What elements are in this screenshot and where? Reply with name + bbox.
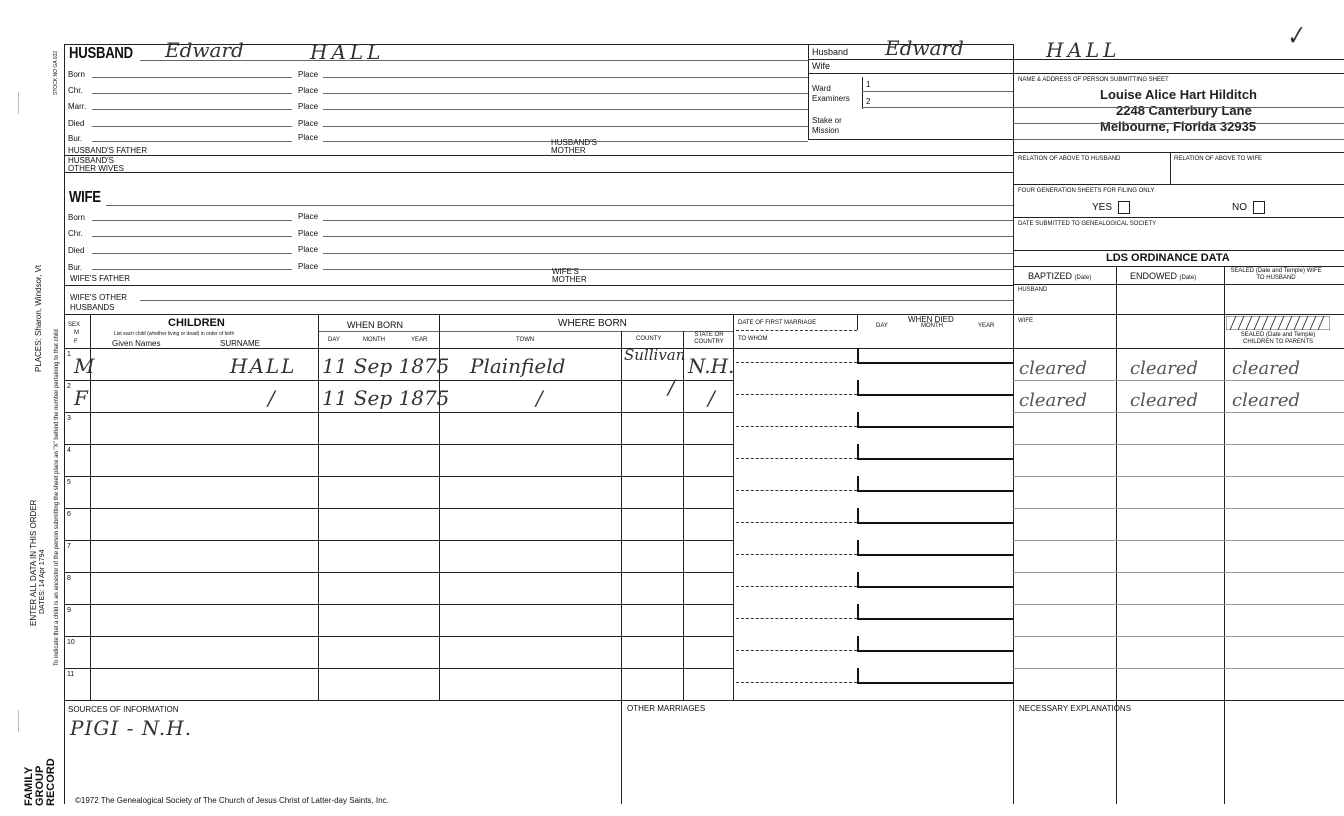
stake-label: Stake or [812,116,842,125]
died-bracket [857,348,1013,364]
marriage-dash-line [736,682,857,683]
born-month-label: MONTH [363,337,385,343]
line [92,269,292,270]
line [92,126,292,127]
copyright: ©1972 The Genealogical Society of The Church of Jesus Christ of Latter-day Saints, Inc. [75,796,389,805]
marriage-dash-line [736,522,857,523]
sources-value: PIGI - N.H. [70,716,193,740]
line [808,139,1013,140]
col-divider [621,331,622,700]
enter-all-note: ENTER ALL DATA IN THIS ORDER [29,499,38,626]
husband-given-name: Edward [165,38,244,62]
marriage-dash-line [736,426,857,427]
row-line [64,444,733,445]
line [323,269,1013,270]
wifes-other-husbands-label: WIFE'S OTHER HUSBANDS [70,293,128,312]
line [323,253,1013,254]
child-baptized: cleared [1019,358,1088,379]
line [862,107,1013,108]
row-line [64,412,733,413]
fgr-line-2: GROUP [34,765,46,806]
marriage-dash-line [736,554,857,555]
line [808,73,1344,74]
line [323,126,808,127]
husband-label: HUSBAND [69,45,133,62]
lds-row-line [1013,444,1344,445]
sex-label: SEX [68,322,81,328]
line [1013,139,1344,140]
died-bracket [857,380,1013,396]
husband-chr-label: Chr. [68,86,83,95]
child-endowed: cleared [1130,358,1199,379]
indicate-note: To indicate that a child is an ancestor of the person submitting the sheet place an "X" behind the number pertaining to that child [54,329,60,666]
child-endowed: cleared [1130,390,1199,411]
child-number: 3 [67,415,71,422]
child-number: 11 [67,671,75,678]
wife-chr-label: Chr. [68,229,83,238]
col-divider [318,314,319,700]
endowed-date-label: (Date) [1179,275,1197,281]
line [1013,123,1344,124]
husband-chr-place-label: Place [298,86,319,95]
wifes-father-label: WIFE'S FATHER [70,274,131,283]
child-sex: M [74,354,95,378]
child-state: / [708,386,715,410]
lds-row-line [1013,412,1344,413]
line [140,300,1013,301]
child-born-date: 11 Sep 1875 [322,386,450,410]
child-number: 10 [67,639,75,646]
submitter-label: NAME & ADDRESS OF PERSON SUBMITTING SHEET [1018,77,1169,83]
baptized-date-label: (Date) [1074,275,1092,281]
died-month-label: MONTH [921,323,943,329]
submitter-name: Louise Alice Hart Hilditch [1100,87,1257,102]
husband-bur-label: Bur. [68,134,83,143]
line [1013,314,1344,315]
wife-chr-place-label: Place [298,229,319,238]
died-bracket [857,412,1013,428]
husbands-other-wives-label: HUSBAND'S OTHER WIVES [68,156,125,173]
to-whom-label: TO WHOM [738,336,768,342]
wife-label: WIFE [69,189,101,206]
lds-row-line [1013,540,1344,541]
wife-bur-label: Bur. [68,263,83,272]
hole-punch-mark [18,710,21,732]
necessary-explanations-label: NECESSARY EXPLANATIONS [1019,704,1132,713]
state-label: STATE OR COUNTRY [694,332,724,345]
sex-m-label: M [74,330,79,336]
line [92,77,292,78]
died-bracket [857,604,1013,620]
when-died-label: WHEN DIED [908,315,954,324]
wife-died-place-label: Place [298,245,319,254]
county-label: COUNTY [636,336,662,342]
wife-bur-place-label: Place [298,262,319,271]
died-bracket [857,508,1013,524]
marriage-dash-line [736,490,857,491]
child-number: 6 [67,511,71,518]
line [92,93,292,94]
husband-marr-place-label: Place [298,102,319,111]
child-surname: HALL [230,354,297,378]
husband-name-line [140,60,808,61]
child-sex: F [74,386,88,410]
marriage-dash-line [736,362,857,363]
family-group-record-title [24,758,57,806]
children-title: CHILDREN [168,317,225,329]
row-line [64,540,733,541]
line [736,330,857,331]
line [808,59,1344,60]
four-gen-label: FOUR GENERATION SHEETS FOR FILING ONLY [1018,188,1155,194]
check-mark: ✓ [1281,19,1309,53]
when-born-label: WHEN BORN [347,320,403,330]
line [1170,152,1171,184]
yes-label: YES [1092,202,1113,213]
husbands-father-label: HUSBAND'S FATHER [68,146,148,155]
row-line [64,636,733,637]
child-state: N.H. [688,354,735,378]
row-line [64,604,733,605]
born-day-label: DAY [328,337,340,343]
line [64,285,1013,286]
town-label: TOWN [516,337,535,343]
places-note: PLACES: Sharon, Windsor, Vt [34,264,43,372]
line [1013,250,1344,251]
husband-bur-place-label: Place [298,133,319,142]
line [92,109,292,110]
husband-born-place-label: Place [298,70,319,79]
right-section-border [1013,44,1014,804]
examiners-label: Examiners [812,94,850,103]
sources-label: SOURCES OF INFORMATION [68,705,179,714]
husband-marr-label: Marr. [68,102,87,111]
child-number: 4 [67,447,71,454]
tr-wife-label: Wife [812,61,830,71]
lds-row-line [1013,380,1344,381]
lds-row-line [1013,508,1344,509]
submitter-street: 2248 Canterbury Lane [1116,103,1252,118]
submitter-city: Melbourne, Florida 32935 [1100,119,1257,134]
child-county: / [668,375,675,399]
husband-died-label: Died [68,119,85,128]
line [92,236,292,237]
marriage-dash-line [736,586,857,587]
baptized-label [1028,272,1091,283]
born-year-label: YEAR [411,337,428,343]
hole-punch-mark [18,92,21,114]
line [323,77,808,78]
where-born-label: WHERE BORN [558,318,627,329]
sealed-children-label: SEALED (Date and Temple) CHILDREN TO PARENTS [1240,332,1316,345]
fgr-line-1: FAMILY [23,766,35,806]
child-number: 9 [67,607,71,614]
yes-checkbox[interactable] [1118,201,1130,214]
husbands-mother-label: HUSBAND'S MOTHER [551,138,597,155]
lds-row-line [1013,476,1344,477]
line [1013,152,1344,153]
relation-wife-label: RELATION OF ABOVE TO WIFE [1174,156,1263,162]
child-number: 5 [67,479,71,486]
row-line [64,668,733,669]
lds-wife-label: WIFE [1018,318,1033,324]
lds-husband-label: HUSBAND [1018,287,1048,293]
examiner-2: 2 [866,97,871,106]
left-border [64,44,65,804]
died-day-label: DAY [876,323,888,329]
children-header-bottom [64,348,1344,349]
child-surname: / [268,386,277,410]
child-town: Plainfield [470,354,566,378]
lds-col-divider-2 [1224,266,1225,804]
sealed-wife-label: SEALED (Date and Temple) WIFE TO HUSBAND [1230,268,1322,281]
child-number: 8 [67,575,71,582]
child-number: 2 [67,383,71,390]
ward-label: Ward [812,84,831,93]
endowed-text: ENDOWED [1130,271,1177,281]
row-line [64,476,733,477]
child-number: 7 [67,543,71,550]
line [323,220,1013,221]
died-year-label: YEAR [978,323,995,329]
wifes-mother-label: WIFE'S MOTHER [552,267,587,284]
child-town: / [536,386,543,410]
marriage-dash-line [736,650,857,651]
stock-number: STOCK NO GA 032 [53,50,59,95]
surname-label: SURNAME [220,339,261,348]
hatched-area [1226,316,1330,330]
dates-note: DATES: 14 Apr 1794 [39,549,46,614]
no-label: NO [1232,202,1247,213]
fgr-line-3: RECORD [45,758,57,806]
line [323,93,808,94]
line [323,236,1013,237]
child-county: Sullivan [624,346,686,364]
child-number: 1 [67,351,71,358]
line [1013,217,1344,218]
tr-husband-given: Edward [885,36,964,60]
died-bracket [857,444,1013,460]
tr-husband-surname: HALL [1046,38,1121,62]
died-bracket [857,476,1013,492]
row-line [64,380,733,381]
other-marriages-label: OTHER MARRIAGES [627,704,706,713]
line [92,220,292,221]
wife-born-label: Born [68,213,85,222]
line [318,331,439,332]
mission-label: Mission [812,126,840,135]
lds-col-divider-1 [1116,266,1117,804]
husband-died-place-label: Place [298,119,319,128]
lds-row-line [1013,668,1344,669]
children-note: List each child (whether living or dead) in order of birth [114,331,235,337]
row-line [64,572,733,573]
child-sealed: cleared [1232,358,1301,379]
lds-row-line [1013,636,1344,637]
line [92,141,292,142]
no-checkbox[interactable] [1253,201,1265,214]
line [857,314,858,330]
marriage-dash-line [736,458,857,459]
date-submitted-label: DATE SUBMITTED TO GENEALOGICAL SOCIETY [1018,221,1157,227]
died-bracket [857,572,1013,588]
line [323,109,808,110]
line [92,253,292,254]
husband-surname: HALL [310,40,385,64]
line [1013,284,1344,285]
footer-divider [621,700,622,804]
line [862,77,863,109]
died-bracket [857,668,1013,684]
wife-name-line [106,205,1013,206]
baptized-text: BAPTIZED [1028,271,1073,281]
lds-row-line [1013,604,1344,605]
tr-husband-label: Husband [812,47,849,57]
line [1013,266,1344,267]
wife-died-label: Died [68,246,85,255]
child-sealed: cleared [1232,390,1301,411]
marriage-dash-line [736,394,857,395]
examiner-1: 1 [866,80,871,89]
given-names-label: Given Names [112,339,161,348]
relation-husband-label: RELATION OF ABOVE TO HUSBAND [1018,156,1121,162]
line [862,91,1013,92]
line [1013,107,1344,108]
first-marriage-label: DATE OF FIRST MARRIAGE [738,320,817,326]
child-baptized: cleared [1019,390,1088,411]
lds-title: LDS ORDINANCE DATA [1106,252,1230,264]
died-bracket [857,540,1013,556]
row-line [64,508,733,509]
sex-f-label: F [74,339,78,345]
endowed-label [1130,272,1196,283]
lds-row-line [1013,572,1344,573]
line [64,155,1013,156]
wife-born-place-label: Place [298,212,319,221]
line [1013,184,1344,185]
footer-top-line [64,700,1344,701]
marriage-dash-line [736,618,857,619]
line [64,314,1013,315]
line [64,172,1013,173]
husband-born-label: Born [68,70,85,79]
child-born-date: 11 Sep 1875 [322,354,450,378]
died-bracket [857,636,1013,652]
